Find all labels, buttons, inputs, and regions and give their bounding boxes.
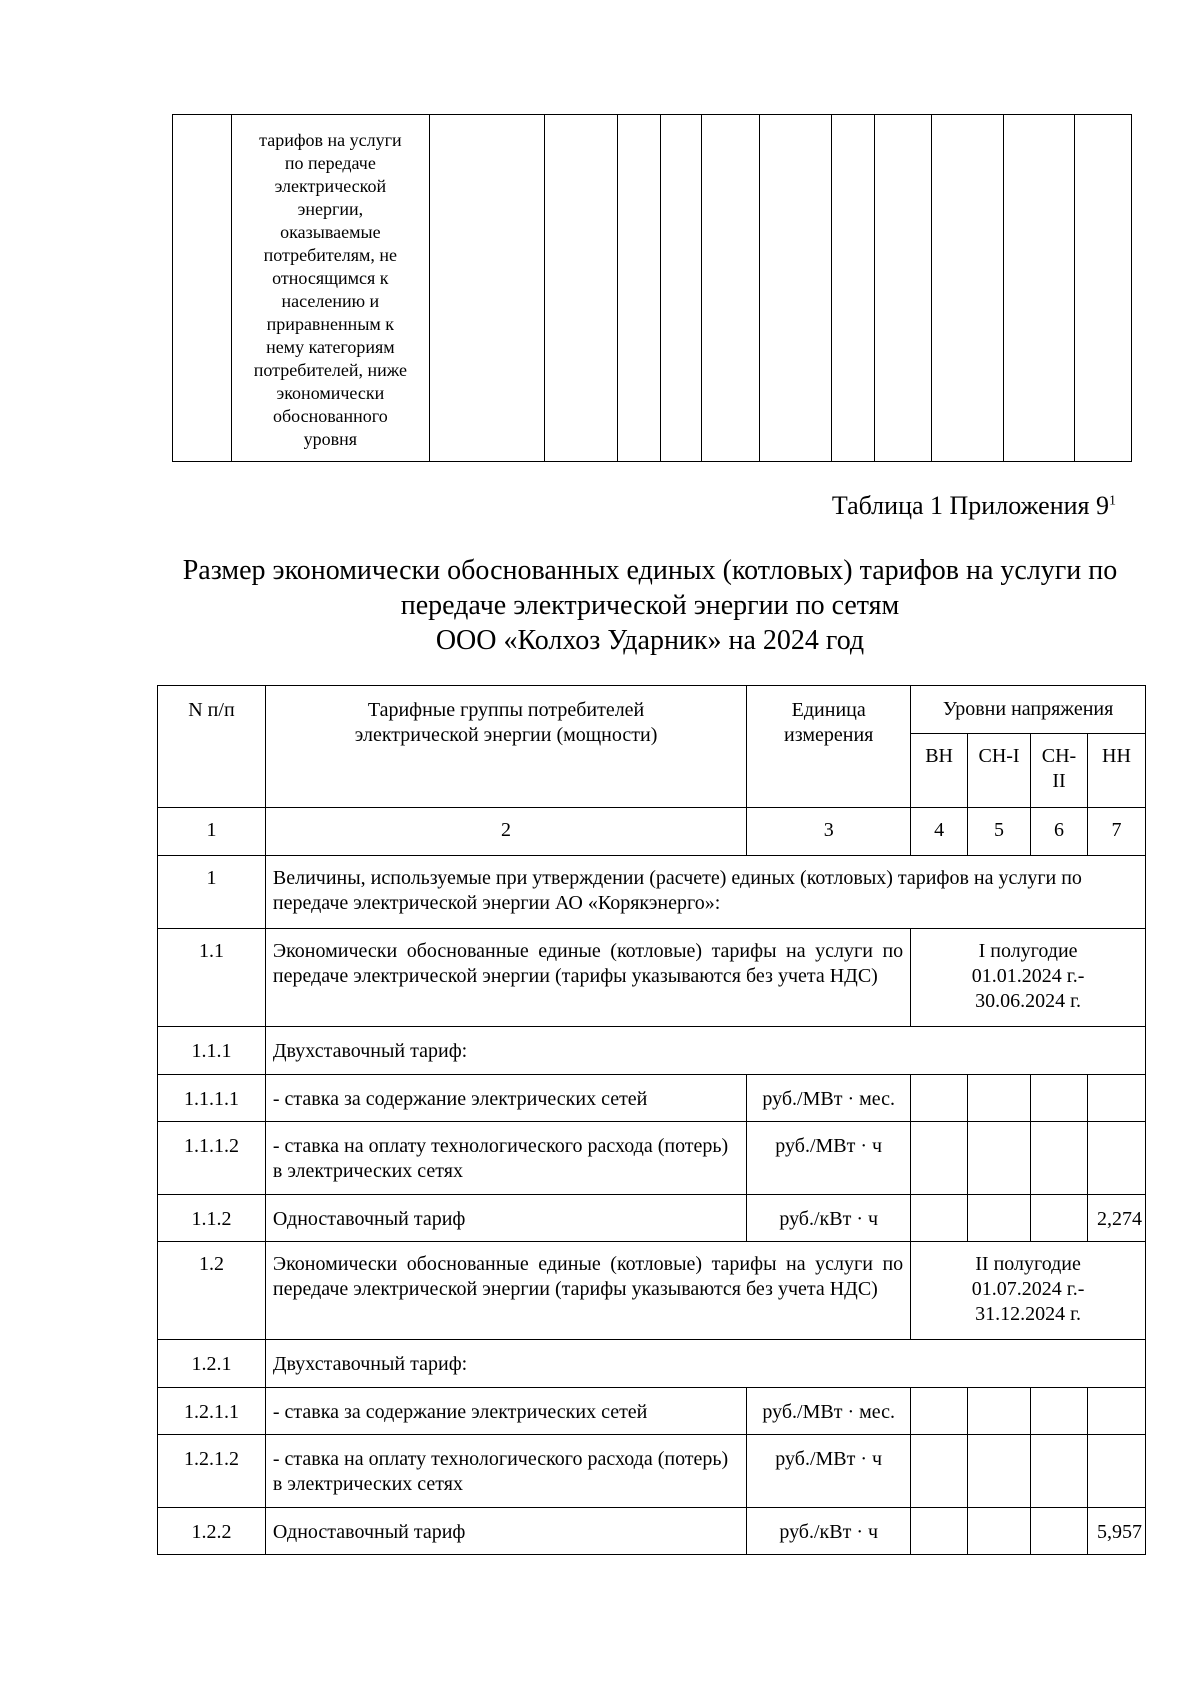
period-description: Экономически обоснованные единые (котловые) тарифы на услуги по передаче электрической энергии (тарифы указываются без учета НДС) [265, 1242, 910, 1340]
continuation-cell [832, 115, 875, 462]
title-line: передаче электрической энергии по сетям [400, 590, 900, 621]
value-nn [1087, 1435, 1145, 1508]
continuation-cell [544, 115, 617, 462]
row-num: 1.1 [158, 929, 266, 1027]
title-line: ООО «Колхоз Ударник» на 2024 год [435, 625, 865, 656]
row-unit: руб./кВт · ч [747, 1195, 911, 1242]
value-sn2 [1031, 1195, 1088, 1242]
row-num: 1.1.1.2 [158, 1122, 266, 1195]
continuation-line: уровня [303, 429, 358, 449]
column-number: 1 [158, 808, 266, 856]
row-num: 1.1.1 [158, 1027, 266, 1075]
tariff-row [158, 1075, 1146, 1122]
table-label-superscript: 1 [1109, 493, 1116, 509]
tariff-table [157, 685, 1146, 1555]
continuation-cell [932, 115, 1004, 462]
document-title [150, 553, 1150, 658]
tariff-row [158, 1388, 1146, 1435]
continuation-cell [617, 115, 660, 462]
period-end: 30.06.2024 г. [975, 990, 1082, 1012]
column-number: 5 [968, 808, 1031, 856]
period-start: 01.07.2024 г.- [971, 1278, 1085, 1300]
value-nn: 5,957 [1087, 1508, 1145, 1555]
header-voltage-levels: Уровни напряжения [911, 686, 1146, 734]
header-unit: Единица измерения [747, 686, 911, 808]
row-num: 1.1.1.1 [158, 1075, 266, 1122]
value-sn1 [968, 1508, 1031, 1555]
value-vn [911, 1122, 968, 1195]
column-number-row [158, 808, 1146, 856]
section-row [158, 856, 1146, 929]
period-row [158, 1242, 1146, 1340]
row-unit: руб./МВт · ч [747, 1122, 911, 1195]
row-unit: руб./МВт · мес. [747, 1075, 911, 1122]
row-description: Одноставочный тариф [265, 1195, 746, 1242]
value-vn [911, 1195, 968, 1242]
header-row [158, 686, 1146, 734]
column-number: 7 [1087, 808, 1145, 856]
continuation-line: экономически [276, 383, 385, 403]
row-description: Одноставочный тариф [265, 1508, 746, 1555]
value-vn [911, 1388, 968, 1435]
continuation-line: тарифов на услуги [259, 130, 402, 150]
title-line: Размер экономически обоснованных единых (котловых) тарифов на услуги по [182, 555, 1118, 586]
column-number: 2 [265, 808, 746, 856]
tariff-row [158, 1340, 1146, 1388]
continuation-cell [660, 115, 702, 462]
header-tariff-group: Тарифные группы потребителей электрической энергии (мощности) [265, 686, 746, 808]
continuation-line: относящимся к [272, 268, 389, 288]
row-description: - ставка за содержание электрических сетей [265, 1075, 746, 1122]
row-unit: руб./кВт · ч [747, 1508, 911, 1555]
value-sn2 [1031, 1435, 1088, 1508]
value-nn [1087, 1388, 1145, 1435]
tariff-row [158, 1027, 1146, 1075]
continuation-cell [875, 115, 932, 462]
period-end: 31.12.2024 г. [975, 1303, 1082, 1325]
row-description: - ставка на оплату технологического расхода (потерь) в электрических сетях [265, 1435, 746, 1508]
tariff-row [158, 1435, 1146, 1508]
row-num: 1.2 [158, 1242, 266, 1340]
row-num: 1 [158, 856, 266, 929]
value-sn2 [1031, 1388, 1088, 1435]
value-sn1 [968, 1122, 1031, 1195]
continuation-cell-num [173, 115, 232, 462]
continuation-cell [702, 115, 760, 462]
continuation-line: по передаче [284, 153, 376, 173]
tariff-row [158, 1122, 1146, 1195]
row-num: 1.1.2 [158, 1195, 266, 1242]
value-vn [911, 1508, 968, 1555]
row-description: Двухставочный тариф: [265, 1340, 1145, 1388]
continuation-cell [429, 115, 544, 462]
value-nn: 2,274 [1087, 1195, 1145, 1242]
tariff-row [158, 1195, 1146, 1242]
continuation-line: потребителей, ниже [253, 360, 407, 380]
row-num: 1.2.1.2 [158, 1435, 266, 1508]
period-start: 01.01.2024 г.- [971, 965, 1085, 987]
continuation-line: обоснованного [273, 406, 388, 426]
row-num: 1.2.1 [158, 1340, 266, 1388]
value-vn [911, 1435, 968, 1508]
tariff-row [158, 1508, 1146, 1555]
value-sn1 [968, 1075, 1031, 1122]
period-dates [911, 1242, 1146, 1340]
continuation-line: потребителям, не [263, 245, 398, 265]
continuation-line: электрической [274, 176, 387, 196]
continuation-line: населению и [281, 291, 380, 311]
continuation-line: приравненным к [266, 314, 395, 334]
section-description: Величины, используемые при утверждении (расчете) единых (котловых) тарифов на услуги по передаче электрической энергии АО «Корякэнерго»: [265, 856, 1145, 929]
continuation-description [231, 115, 429, 462]
period-name: I полугодие [978, 940, 1078, 962]
period-name: II полугодие [975, 1253, 1081, 1275]
period-row [158, 929, 1146, 1027]
value-nn [1087, 1075, 1145, 1122]
header-level-nn: НН [1087, 734, 1145, 808]
row-unit: руб./МВт · ч [747, 1435, 911, 1508]
continuation-cell [760, 115, 832, 462]
value-sn1 [968, 1388, 1031, 1435]
value-nn [1087, 1122, 1145, 1195]
continuation-line: нему категориям [266, 337, 395, 357]
row-num: 1.2.2 [158, 1508, 266, 1555]
row-unit: руб./МВт · мес. [747, 1388, 911, 1435]
continuation-line: энергии, [297, 199, 364, 219]
value-sn1 [968, 1195, 1031, 1242]
continuation-cell [1074, 115, 1131, 462]
column-number: 3 [747, 808, 911, 856]
period-description: Экономически обоснованные единые (котловые) тарифы на услуги по передаче электрической энергии (тарифы указываются без учета НДС) [265, 929, 910, 1027]
header-level-vn: ВН [911, 734, 968, 808]
value-sn2 [1031, 1508, 1088, 1555]
row-description: Двухставочный тариф: [265, 1027, 1145, 1075]
table-label [832, 488, 1116, 524]
value-sn1 [968, 1435, 1031, 1508]
header-level-sn1: СН-I [968, 734, 1031, 808]
value-sn2 [1031, 1075, 1088, 1122]
continuation-table [172, 114, 1132, 462]
period-dates [911, 929, 1146, 1027]
continuation-line: оказываемые [280, 222, 381, 242]
continuation-cell [1004, 115, 1075, 462]
column-number: 4 [911, 808, 968, 856]
header-num: N п/п [158, 686, 266, 808]
row-description: - ставка на оплату технологического расхода (потерь) в электрических сетях [265, 1122, 746, 1195]
continuation-row [173, 115, 1132, 462]
value-vn [911, 1075, 968, 1122]
column-number: 6 [1031, 808, 1088, 856]
header-level-sn2: СН-II [1031, 734, 1088, 808]
row-num: 1.2.1.1 [158, 1388, 266, 1435]
table-label-text: Таблица 1 Приложения 9 [831, 491, 1109, 520]
value-sn2 [1031, 1122, 1088, 1195]
row-description: - ставка за содержание электрических сетей [265, 1388, 746, 1435]
